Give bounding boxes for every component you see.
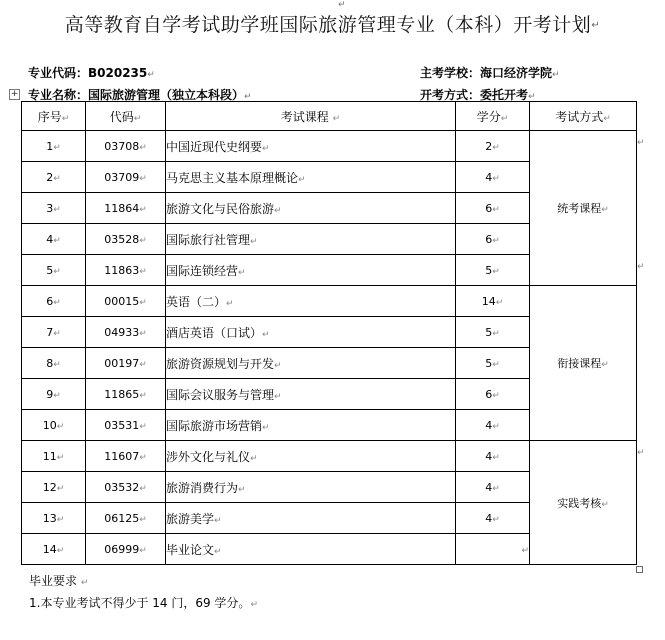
table-row bbox=[22, 286, 637, 317]
row-credit: 2↵ bbox=[456, 131, 530, 162]
header-exam-mode: 考试方式↵ bbox=[530, 102, 637, 131]
row-course: 国际连锁经营↵ bbox=[166, 255, 456, 286]
row-code: 11607↵ bbox=[86, 441, 166, 472]
group-cell: 统考课程↵ bbox=[530, 131, 637, 286]
row-course: 马克思主义基本原理概论↵ bbox=[166, 162, 456, 193]
row-no: 11↵ bbox=[22, 441, 86, 472]
paragraph-mark-icon: ↵ bbox=[591, 20, 601, 31]
header-course: 考试课程 ↵ bbox=[166, 102, 456, 131]
paragraph-mark-icon: ↵ bbox=[147, 70, 155, 80]
row-no: 4↵ bbox=[22, 224, 86, 255]
row-no: 12↵ bbox=[22, 472, 86, 503]
row-code: 11865↵ bbox=[86, 379, 166, 410]
header-credit: 学分↵ bbox=[456, 102, 530, 131]
row-code: 00015↵ bbox=[86, 286, 166, 317]
group-cell: 衔接课程↵ bbox=[530, 286, 637, 441]
row-credit: 6↵ bbox=[456, 193, 530, 224]
row-course: 旅游美学↵ bbox=[166, 503, 456, 534]
paragraph-mark-icon: ↵ bbox=[552, 70, 560, 80]
row-credit: 14↵ bbox=[456, 286, 530, 317]
major-name: 专业名称：国际旅游管理（独立本科段）↵ bbox=[28, 88, 252, 102]
row-no: 7↵ bbox=[22, 317, 86, 348]
row-credit: ↵ bbox=[456, 534, 530, 565]
graduation-heading: 毕业要求 ↵ bbox=[29, 574, 89, 588]
row-course: 英语（二）↵ bbox=[166, 286, 456, 317]
table-row bbox=[22, 131, 637, 162]
row-course: 国际旅行社管理↵ bbox=[166, 224, 456, 255]
row-course: 中国近现代史纲要↵ bbox=[166, 131, 456, 162]
table-header-row bbox=[22, 102, 637, 131]
row-end-mark-icon: ↵ bbox=[637, 262, 645, 272]
table-row bbox=[22, 441, 637, 472]
row-no: 6↵ bbox=[22, 286, 86, 317]
row-end-mark-icon: ↵ bbox=[637, 448, 645, 458]
row-code: 00197↵ bbox=[86, 348, 166, 379]
row-no: 8↵ bbox=[22, 348, 86, 379]
exam-plan-table bbox=[21, 101, 637, 565]
row-credit: 4↵ bbox=[456, 162, 530, 193]
row-no: 3↵ bbox=[22, 193, 86, 224]
row-course: 国际旅游市场营销↵ bbox=[166, 410, 456, 441]
row-course: 旅游文化与民俗旅游↵ bbox=[166, 193, 456, 224]
row-code: 03709↵ bbox=[86, 162, 166, 193]
page-title bbox=[0, 10, 665, 37]
row-course: 涉外文化与礼仪↵ bbox=[166, 441, 456, 472]
row-no: 14↵ bbox=[22, 534, 86, 565]
paragraph-mark-icon: ↵ bbox=[528, 92, 536, 102]
row-credit: 5↵ bbox=[456, 255, 530, 286]
row-credit: 6↵ bbox=[456, 379, 530, 410]
row-credit: 4↵ bbox=[456, 410, 530, 441]
row-code: 06125↵ bbox=[86, 503, 166, 534]
page-title-text: 高等教育自学考试助学班国际旅游管理专业（本科）开考计划 bbox=[64, 14, 592, 36]
row-code: 03708↵ bbox=[86, 131, 166, 162]
major-code: 专业代码：B020235↵ bbox=[28, 66, 155, 80]
row-credit: 4↵ bbox=[456, 472, 530, 503]
row-no: 1↵ bbox=[22, 131, 86, 162]
row-code: 03532↵ bbox=[86, 472, 166, 503]
exam-mode: 开考方式：委托开考↵ bbox=[420, 88, 536, 102]
header-no: 序号↵ bbox=[22, 102, 86, 131]
header-code: 代码↵ bbox=[86, 102, 166, 131]
row-credit: 4↵ bbox=[456, 503, 530, 534]
row-course: 国际会议服务与管理↵ bbox=[166, 379, 456, 410]
paragraph-mark-icon: ↵ bbox=[80, 578, 89, 588]
text-cursor bbox=[636, 537, 637, 551]
row-credit: 4↵ bbox=[456, 441, 530, 472]
row-code: 03531↵ bbox=[86, 410, 166, 441]
row-course: 旅游资源规划与开发↵ bbox=[166, 348, 456, 379]
row-no: 13↵ bbox=[22, 503, 86, 534]
row-course: 毕业论文↵ bbox=[166, 534, 456, 565]
row-course: 旅游消费行为↵ bbox=[166, 472, 456, 503]
paragraph-mark-icon: ↵ bbox=[338, 0, 346, 10]
row-no: 10↵ bbox=[22, 410, 86, 441]
row-credit: 6↵ bbox=[456, 224, 530, 255]
row-code: 03528↵ bbox=[86, 224, 166, 255]
row-end-mark-icon: ↵ bbox=[637, 138, 645, 148]
row-code: 04933↵ bbox=[86, 317, 166, 348]
move-handle-icon[interactable]: + bbox=[10, 89, 19, 99]
row-no: 5↵ bbox=[22, 255, 86, 286]
row-code: 11864↵ bbox=[86, 193, 166, 224]
paragraph-mark-icon: ↵ bbox=[244, 92, 252, 102]
row-code: 11863↵ bbox=[86, 255, 166, 286]
row-code: 06999↵ bbox=[86, 534, 166, 565]
group-cell: 实践考核↵ bbox=[530, 441, 637, 565]
paragraph-mark-icon: ↵ bbox=[250, 600, 258, 610]
row-no: 9↵ bbox=[22, 379, 86, 410]
table-resize-handle[interactable] bbox=[636, 566, 643, 573]
row-credit: 5↵ bbox=[456, 348, 530, 379]
row-no: 2↵ bbox=[22, 162, 86, 193]
row-course: 酒店英语（口试）↵ bbox=[166, 317, 456, 348]
host-school: 主考学校：海口经济学院↵ bbox=[420, 66, 560, 80]
row-credit: 5↵ bbox=[456, 317, 530, 348]
graduation-note: 1.本专业考试不得少于 14 门，69 学分。↵ bbox=[29, 596, 258, 610]
